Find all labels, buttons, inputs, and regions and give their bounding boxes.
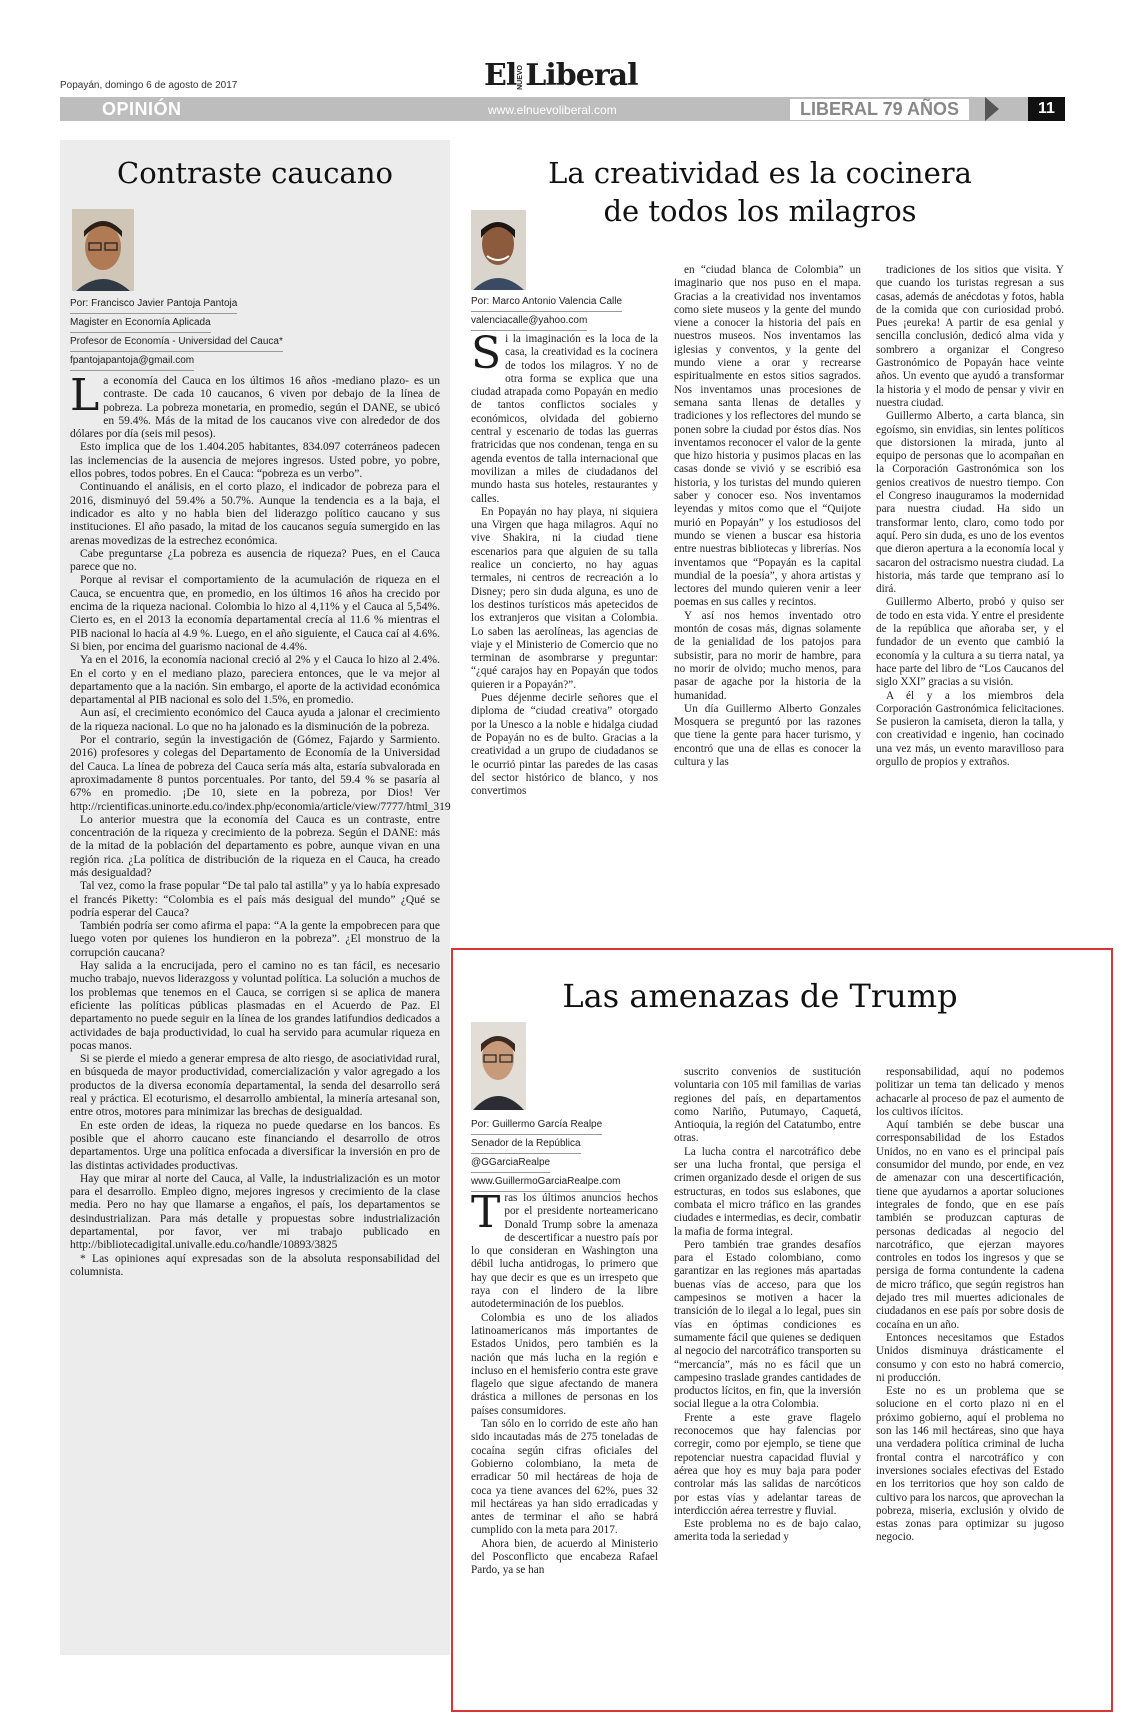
paragraph: Pues déjenme decirle señores que el diploma de “ciudad creativa” otorgado por la Unesco a la noble e hidalga ciudad de Popayán no es de bulto. Gracias a la creatividad a un grupo de ciudadanos se le ocurrió pintar las paredes de las casas del sector histórico de blanco, y nos convertimos bbox=[471, 692, 658, 798]
author-name: Por: Marco Antonio Valencia Calle bbox=[471, 293, 622, 312]
paragraph: Tal vez, como la frase popular “De tal palo tal astilla” y ya lo había expresado el francés Piketty: “Colombia es el país más desigual del mundo” ¿Qué se podría esperar del Cauca? bbox=[70, 880, 440, 919]
paragraph: Frente a este grave flagelo reconocemos que hay falencias por corregir, como por ejemplo, se tiene que repotenciar nuestra capacidad fluvial y aérea que hoy es muy baja para poder controlar más las salidas de narcóticos por estas vías y adelantar tareas de interdicción aérea terrestre y fluvial. bbox=[674, 1411, 861, 1517]
masthead-nuevo: NUEVO bbox=[517, 64, 525, 90]
author-role: Senador de la República bbox=[471, 1135, 581, 1154]
anniversary-arrow-icon bbox=[985, 97, 999, 121]
section-name: OPINIÓN bbox=[102, 99, 182, 119]
author-role: Profesor de Economía - Universidad del Cauca* bbox=[70, 333, 283, 352]
paragraph: Si se pierde el miedo a generar empresa de alto riesgo, de asociatividad rural, en búsqueda de mayor productividad, comercialización y valor agregado a los productos de la diversa economía departamental, la senda del desarrollo será real y práctica. El ecoturismo, el desarrollo ambiental, la minería artesanal son, entre otros, motores para minimizar las brechas de desigualdad. bbox=[70, 1053, 440, 1119]
masthead-el: El bbox=[484, 58, 517, 93]
paragraph: Este problema no es de bajo calao, amerita toda la seriedad y bbox=[674, 1518, 861, 1544]
author-email[interactable]: valenciacalle@yahoo.com bbox=[471, 312, 587, 331]
article-creatividad-col2 bbox=[674, 264, 861, 769]
article-trump-col1 bbox=[471, 1187, 658, 1578]
paragraph: responsabilidad, aquí no podemos politizar un tema tan delicado y menos achacarle al proceso de paz el aumento de los cultivos ilícitos. bbox=[876, 1066, 1064, 1118]
drop-cap: T bbox=[471, 1187, 501, 1238]
author-name: Por: Guillermo García Realpe bbox=[471, 1116, 602, 1135]
author-photo-valencia bbox=[471, 210, 526, 290]
title-line: La creatividad es la cocinera bbox=[548, 156, 972, 190]
author-handle[interactable]: @GGarciaRealpe bbox=[471, 1154, 550, 1173]
paragraph: Colombia es uno de los aliados latinoamericanos más importantes de Estados Unidos, pero también es la nación que más lucha en la región e incluso en el hemisferio contra este grave flagelo que sigue afectando de manera drástica a millones de personas en los países consumidores. bbox=[471, 1311, 658, 1417]
paragraph: Esto implica que de los 1.404.205 habitantes, 834.097 coterráneos padecen las inclemencias de la ausencia de mejores ingresos. Usted pobre, yo pobre, ellos pobres, todos pobres. En el Cauca: “pobreza es un verbo”. bbox=[70, 441, 440, 481]
byline-creatividad bbox=[471, 293, 641, 331]
page-number: 11 bbox=[1028, 97, 1065, 121]
paragraph: Un día Guillermo Alberto Gonzales Mosquera se preguntó por las razones que tiene la gente para hacer turismo, y encontró que una de ellas es conocer la cultura y las bbox=[674, 702, 861, 768]
drop-cap: S bbox=[471, 328, 502, 379]
author-role: Magister en Economía Aplicada bbox=[70, 314, 211, 333]
article-trump-title: Las amenazas de Trump bbox=[562, 977, 958, 1015]
drop-cap: L bbox=[70, 370, 100, 421]
paragraph: También podría ser como afirma el papa: “A la gente la empobrecen para que luego voten por quienes los hundieron en la pobreza”. ¿El monstruo de la corrupción caucana? bbox=[70, 920, 440, 959]
author-photo-pantoja bbox=[72, 209, 134, 291]
paragraph: La lucha contra el narcotráfico debe ser una lucha frontal, que persiga el crimen organizado desde el origen de sus estructuras, en todos sus eslabones, que combata el micro tráfico en las grandes ciudades e intermedias, es decir, combatir la mafia de forma integral. bbox=[674, 1145, 861, 1238]
paragraph: Ya en el 2016, la economía nacional creció al 2% y el Cauca lo hizo al 2.4%. En el corto y en el mediano plazo, pareciera entonces, que le va mejor al departamento que a la nación. Sin embargo, el aporte de la actividad económica departamental al PIB nacional es solo del 1.5%, en promedio. bbox=[70, 654, 440, 707]
paragraph: en “ciudad blanca de Colombia” un imaginario que nos puso en el mapa. Gracias a la creatividad nos inventamos como siete museos y la gente del mundo viene a conocer la historia del país en nuestros museos. Nos inventamos las iglesias y conventos, y la gente del mundo viene a orar y recrearse espiritualmente en estos sitios sagrados. Nos inventamos unas procesiones de semana santa llenas de detalles y tradiciones y los reflectores del mundo se ponen sobre la ciudad por éstos días. Nos inventamos reconocer el valor de la gente que hizo historia y pusimos placas en las casas donde se vivió y se escribió esa historia, y los turistas del mundo quieren saber y conocer eso. Nos inventamos leyendas y mitos como que el “Quijote murió en Popayán” y los estudiosos del mundo se vienen a buscar esa historia entre nuestras bibliotecas y librerías. Nos inventamos que “Popayán es la capital mundial de la poesía”, y ahora artistas y lectores del mundo quieren venir a leer poemas en sus calles y recintos. bbox=[674, 264, 861, 609]
site-url[interactable]: www.elnuevoliberal.com bbox=[488, 103, 617, 117]
masthead[interactable] bbox=[484, 58, 637, 93]
paragraph-text: a economía del Cauca en los últimos 16 años -mediano plazo- es un contraste. De cada 10 caucanos, 6 viven por debajo de la línea de pobreza. La pobreza monetaria, en promedio, según el DANE, se ubicó en 59.4%. Más de la mitad de los caucanos vive con alrededor de dos dólares por día (seis mil pesos). bbox=[70, 375, 440, 441]
byline-trump bbox=[471, 1116, 671, 1192]
paragraph: Hay salida a la encrucijada, pero el camino no es tan fácil, es necesario mucho trabajo, nuevos liderazgoss y voluntad política. La solución a muchos de los problemas que tenemos en el Cauca, se corrigen si se aplica de manera eficiente las políticas públicas plasmadas en el Acuerdo de Paz. El departamento no puede seguir en la línea de los grandes latifundios dedicados a actividades de baja productividad, lo cual ha servido para acumular riqueza en pocas manos. bbox=[70, 960, 440, 1052]
article-trump-col3 bbox=[876, 1066, 1064, 1545]
article-trump-col2 bbox=[674, 1066, 861, 1545]
paragraph-text: ras los últimos anuncios hechos por el presidente norteamericano Donald Trump sobre la amenaza de descertificar a nuestro país por lo que consideran en Washington una débil lucha antidrogas, lo primero que hay que decir es que es un irrespeto que raya con el lindero de la libre autodeterminación de los pueblos. bbox=[471, 1192, 658, 1311]
paragraph: * Las opiniones aquí expresadas son de la absoluta responsabilidad del columnista. bbox=[70, 1252, 440, 1278]
paragraph: Porque al revisar el comportamiento de la acumulación de riqueza en el Cauca, se encuentra que, en promedio, en los últimos 16 años ha crecido por encima de la riqueza nacional. Colombia lo hizo al 4,11% y el Cauca al 5,54%. Cierto es, en el 2013 la economía departamental crecía al 11.6 % mientras el PIB nacional lo hacía al 4.9 %. Luego, en el año siguiente, el Cauca caí al 4.6%. Si bien, por encima del guarismo nacional de 4.4%. bbox=[70, 574, 440, 653]
paragraph: Aun así, el crecimiento económico del Cauca ayuda a jalonar el crecimiento de la riqueza nacional. Lo que no ha jalonado es la disminución de la pobreza. bbox=[70, 707, 440, 733]
paragraph: Continuando el análisis, en el corto plazo, el indicador de pobreza para el 2016, disminuyó del 59.4% a 50.7%. Aunque la tendencia es a la baja, el indicador es alto y no habla bien del liderazgo político caucano y sus instituciones. El año pasado, la mitad de los caucanos seguía sumergido en las arenas movedizas de la estrechez económica. bbox=[70, 481, 440, 547]
paragraph bbox=[471, 328, 658, 506]
paragraph: Ahora bien, de acuerdo al Ministerio del Posconflicto que encabeza Rafael Pardo, ya se han bbox=[471, 1537, 658, 1577]
anniversary-badge: LIBERAL 79 AÑOS bbox=[790, 99, 969, 120]
paragraph: Por el contrario, según la investigación de (Gómez, Fajardo y Sarmiento. 2016) profesores y colegas del Departamento de Economía de la Universidad del Cauca. La línea de pobreza del Cauca sería más alta, estaría subvalorada en aproximadamente 8 puntos porcentuales. Por tanto, del 59.4 % se pasaría al 67% en promedio. ¡De 10, siete en la pobreza, por Dios! Ver http://rcientificas.uninorte.edu.co/index.php/economia/article/view/7777/html_319 bbox=[70, 734, 451, 813]
article-contraste-body bbox=[70, 370, 451, 1279]
author-website[interactable]: www.GuillermoGarciaRealpe.com bbox=[471, 1173, 621, 1192]
paragraph bbox=[70, 370, 440, 441]
paragraph: suscrito convenios de sustitución voluntaria con 105 mil familias de varias regiones del país, en departamentos como Nariño, Putumayo, Caquetá, Antioquia, la región del Catatumbo, entre otras. bbox=[674, 1066, 861, 1145]
article-contraste-title: Contraste caucano bbox=[117, 156, 393, 190]
article-creatividad-col1 bbox=[471, 328, 658, 798]
paragraph: Hay que mirar al norte del Cauca, al Valle, la industrialización es un motor para el desarrollo. Empleo digno, mejores ingresos y crecimiento de la clase media. Pero no hay que llamarse a engaños, el país, los departamentos se desindustrializan. Para más detalle y propuestas sobre industrialización departamental, por favor, ver mi trabajo publicado en http://bibliotecadigital.univalle.edu.co/handle/10893/3825 bbox=[70, 1172, 440, 1252]
paragraph: tradiciones de los sitios que visita. Y que cuando los turistas regresan a sus casas, además de anécdotas y fotos, habla de la comida que con curiosidad probó. Pues ¡eureka! A partir de esa genial y sencilla conclusión, dedicó alma vida y sombrero a organizar el Congreso Gastronómico de Popayán hace veinte años. Un evento que ayudó a transformar la historia y el modo de pensar y vivir en nuestra ciudad. bbox=[876, 264, 1064, 409]
paragraph: Aquí también se debe buscar una corresponsabilidad de los Estados Unidos, no en vano es el principal país consumidor del mundo, por ende, en vez de amenazar con una descertificación, tiene que ayudarnos a aportar soluciones integrales de fondo, que en ese país también se produzcan capturas de personas dedicadas al negocio del narcotráfico, que ejerzan mayores controles en todos los ingresos y que se persiga de forma contundente la cadena de micro tráfico, que según registros han dejado tres mil muertes adicionales de ciudadanos en ese país por sobre dosis de cocaína en un año. bbox=[876, 1119, 1064, 1331]
masthead-liberal: Liberal bbox=[525, 58, 638, 93]
paragraph: Tan sólo en lo corrido de este año han sido incautadas más de 275 toneladas de cocaína según cifras oficiales del Gobierno colombiano, la meta de erradicar 50 mil hectáreas de hoja de coca ya tiene avances del 62%, pues 32 mil hectáreas ya han sido erradicadas y antes de terminar el año se habrá cumplido con la meta para 2017. bbox=[471, 1418, 658, 1537]
paragraph bbox=[471, 1187, 658, 1312]
paragraph: Guillermo Alberto, probó y quiso ser de todo en esta vida. Y entre el presidente de la república que añoraba ser, y el fundador de un evento que cambió la economía y la cultura a su tierra natal, ya hace parte del libro de “Los Caucanos del siglo XXI” gracias a su visión. bbox=[876, 596, 1064, 689]
paragraph: A él y a los miembros dela Corporación Gastronómica felicitaciones. Se pusieron la camiseta, dieron la talla, y con creatividad e ingenio, han cocinado una vez más, un evento maravilloso para orgullo de propios y extraños. bbox=[876, 689, 1064, 768]
paragraph: Y así nos hemos inventado otro montón de cosas más, dignas solamente de la genialidad de los patojos para subsistir, para no morir de hambre, para no morir de olvido; mucho menos, para pasar de agache por la historia de la humanidad. bbox=[674, 609, 861, 702]
paragraph: En Popayán no hay playa, ni siquiera una Virgen que haga milagros. Aquí no vive Shakira, ni la ciudad tiene escenarios para que alguien de su talla realice un concierto, no hay aguas termales, ni centros de recreación a lo Disney; pero sin duda alguna, es uno de los destinos turísticos más apetecidos de los extranjeros que visitan a Colombia. Lo saben las aerolíneas, las agencias de viaje y el Ministerio de Comercio que no terminan de asombrarse y preguntar: “¿qué carajos hay en Popayán que todos quieren ir a Popayán?”. bbox=[471, 505, 658, 691]
paragraph-text: i la imaginación es la loca de la casa, la creatividad es la cocinera de todos los milagros. Y no de otra forma se explica que una ciudad atrapada como Popayán en medio de tantos conflictos sociales y económicos, olvidada del gobierno central y escenario de todas las guerras fratricidas que nos condenan, tenga en su agenda eventos de talla internacional que movilizan a miles de ciudadanos del mundo hasta sus hoteles, restaurantes y calles. bbox=[471, 333, 658, 505]
byline-contraste bbox=[70, 295, 440, 371]
paragraph: Pero también trae grandes desafíos para el Estado colombiano, como garantizar en las regiones más apartadas buenas vías de acceso, para que los campesinos se motiven a hacer la transición de lo ilegal a lo legal, pues sin vías en óptimas condiciones es sumamente fácil que quienes se dediquen al negocio del narcotráfico transporten su “mercancía”, más no es fácil que un campesino traslade grandes cantidades de productos lícitos, en fin, que la inversión social llegue a la otra Colombia. bbox=[674, 1238, 861, 1411]
article-creatividad-title bbox=[460, 154, 1060, 230]
author-photo-garcia bbox=[471, 1022, 526, 1110]
date-line: Popayán, domingo 6 de agosto de 2017 bbox=[60, 80, 238, 91]
paragraph: Entonces necesitamos que Estados Unidos disminuya drásticamente el consumo y con esto no habrá comercio, ni producción. bbox=[876, 1331, 1064, 1384]
author-name: Por: Francisco Javier Pantoja Pantoja bbox=[70, 295, 237, 314]
article-creatividad-col3 bbox=[876, 264, 1064, 769]
author-email[interactable]: fpantojapantoja@gmail.com bbox=[70, 352, 194, 371]
paragraph: Guillermo Alberto, a carta blanca, sin egoísmo, sin envidias, sin lentes políticos que distorsionen la mirada, junto al equipo de personas que lo acompañan en la Corporación Gastronómica son los genios creativos de nuestro tiempo. Con el Congreso inauguramos la modernidad para nuestra ciudad. Ha sido un transformar lento, claro, como todo por aquí. Pero sin duda, es uno de los eventos que dieron apertura a la economía local y sacaron del ostracismo nuestra ciudad. La historia, más tarde que temprano así lo dirá. bbox=[876, 410, 1064, 596]
paragraph: Cabe preguntarse ¿La pobreza es ausencia de riqueza? Pues, en el Cauca parece que no. bbox=[70, 547, 440, 574]
paragraph: En este orden de ideas, la riqueza no puede quedarse en los bancos. Es posible que el ahorro caucano este financiando el desarrollo de otros departamentos. Urge una política enfocada a diversificar la inversión en pro de las distintas actividades productivas. bbox=[70, 1119, 440, 1172]
paragraph: Lo anterior muestra que la economía del Cauca es un contraste, entre concentración de la riqueza y crecimiento de la pobreza. Según el DANE: más de la mitad de la población del departamento es pobre, aunque vivan en una región rica. ¿La política de distribución de la riqueza en el Cauca, ha creado más desigualdad? bbox=[70, 813, 440, 879]
title-line: de todos los milagros bbox=[603, 194, 917, 228]
paragraph: Este no es un problema que se solucione en el corto plazo ni en el próximo gobierno, aquí el problema no son las 146 mil hectáreas, sino que haya una verdadera política criminal de lucha frontal contra el narcotráfico y con inversiones sociales efectivas del Estado en los territorios que hoy son caldo de cultivo para los narcos, que aprovechan la pobreza, miseria, exclusión y olvido de estas zonas para optimizar su jugoso negocio. bbox=[876, 1385, 1064, 1544]
